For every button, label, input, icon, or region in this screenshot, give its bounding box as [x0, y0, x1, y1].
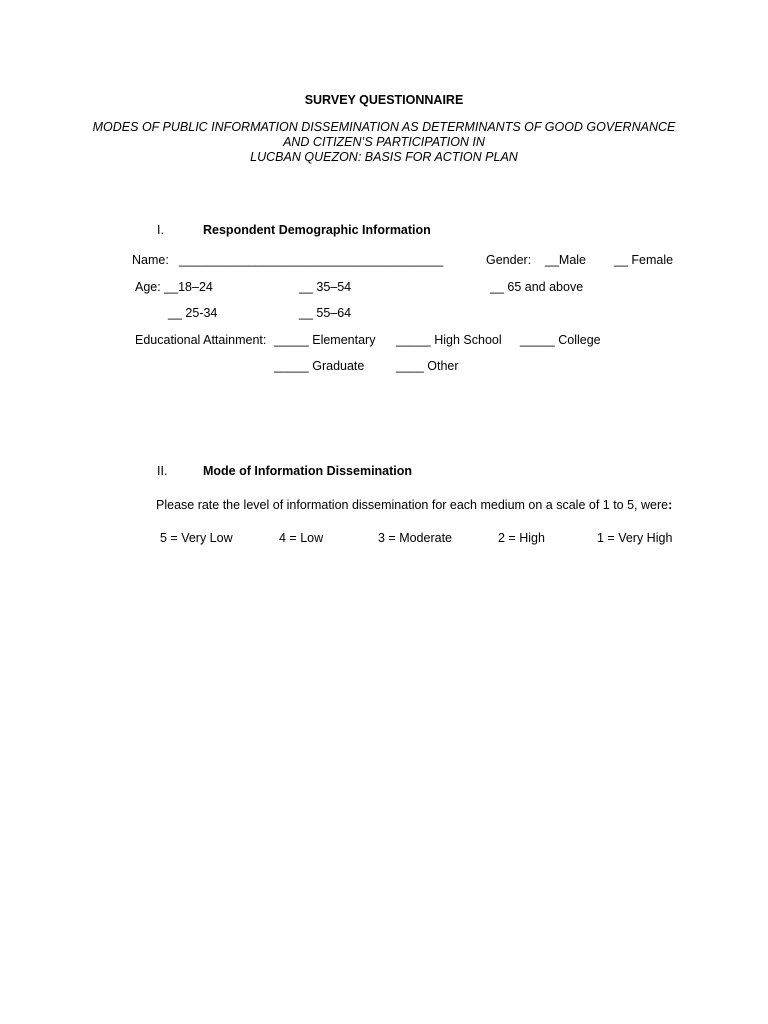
- section-2-number: II.: [157, 464, 168, 478]
- document-subtitle-line-3: LUCBAN QUEZON: BASIS FOR ACTION PLAN: [250, 150, 518, 164]
- gender-label: Gender:: [486, 253, 532, 267]
- rating-instruction-colon: :: [668, 498, 673, 512]
- document-title: SURVEY QUESTIONNAIRE: [304, 93, 464, 107]
- education-graduate-option[interactable]: _____ Graduate: [274, 359, 365, 373]
- section-1-heading: Respondent Demographic Information: [203, 223, 431, 237]
- education-other-option[interactable]: ____ Other: [396, 359, 459, 373]
- document-subtitle-line-1: MODES OF PUBLIC INFORMATION DISSEMINATION AS DETERMINANTS OF GOOD GOVERNANCE: [92, 120, 676, 134]
- rating-instruction: [156, 499, 672, 512]
- age-18-24-option[interactable]: Age: __18–24: [135, 280, 213, 294]
- scale-item-very-low: 5 = Very Low: [160, 531, 233, 545]
- section-1-number: I.: [157, 223, 164, 237]
- age-55-64-option[interactable]: __ 55–64: [299, 306, 352, 320]
- section-2-heading: Mode of Information Dissemination: [203, 464, 413, 478]
- gender-male-option[interactable]: __Male: [545, 253, 586, 267]
- scale-item-low: 4 = Low: [279, 531, 324, 545]
- education-college-option[interactable]: _____ College: [520, 333, 601, 347]
- age-65-above-option[interactable]: __ 65 and above: [490, 280, 584, 294]
- age-25-34-option[interactable]: __ 25-34: [168, 306, 218, 320]
- gender-female-option[interactable]: __ Female: [614, 253, 674, 267]
- scale-item-very-high: 1 = Very High: [597, 531, 673, 545]
- education-elementary-option[interactable]: _____ Elementary: [274, 333, 376, 347]
- document-subtitle-line-2: AND CITIZEN’S PARTICIPATION IN: [283, 135, 485, 149]
- scale-item-moderate: 3 = Moderate: [378, 531, 453, 545]
- rating-instruction-text: Please rate the level of information dissemination for each medium on a scale of 1 to 5, were: [156, 498, 669, 512]
- age-35-54-option[interactable]: __ 35–54: [299, 280, 352, 294]
- education-high-school-option[interactable]: _____ High School: [396, 333, 502, 347]
- scale-item-high: 2 = High: [498, 531, 545, 545]
- education-label: Educational Attainment:: [135, 333, 267, 347]
- name-field[interactable]: ______________________________________: [179, 253, 444, 267]
- name-label: Name:: [132, 253, 169, 267]
